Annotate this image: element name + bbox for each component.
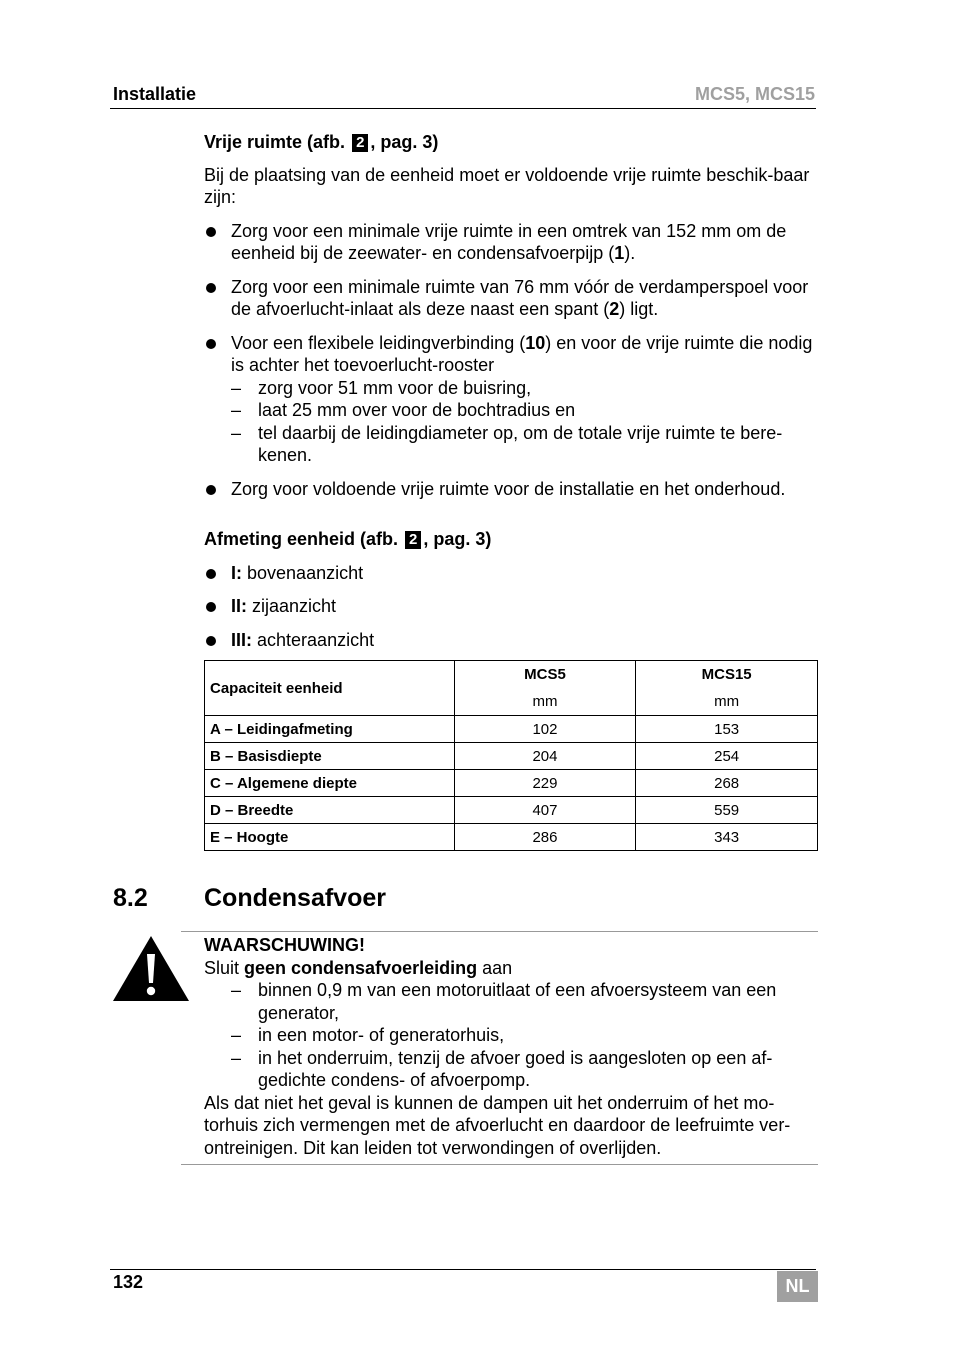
- free-space-list: [204, 220, 818, 501]
- item-text: Zorg voor een minimale vrije ruimte in een omtrek van 152 mm om de eenheid bij de zeewater- en condensafvoerpijp (: [231, 220, 787, 263]
- view-label: II:: [231, 596, 247, 616]
- list-item: [204, 562, 818, 585]
- item-text-post: ) en voor de vrije ruimte die nodig is achter het toevoerlucht-rooster: [231, 332, 813, 375]
- row-label: D – Breedte: [205, 797, 455, 824]
- warning-lead-bold: geen condensafvoerleiding: [244, 957, 478, 978]
- heading-text-post: , pag. 3): [370, 132, 439, 152]
- cell-mcs5: 102: [454, 716, 636, 743]
- row-label: A – Leidingafmeting: [205, 716, 455, 743]
- warning-triangle-icon: [112, 935, 190, 1002]
- cell-mcs5: 229: [454, 770, 636, 797]
- table-row: [205, 743, 818, 770]
- warning-list: [231, 979, 818, 1092]
- unit-dims-block: [204, 528, 818, 651]
- heading-text-post: , pag. 3): [423, 529, 492, 549]
- table-header-label: Capaciteit eenheid: [205, 661, 455, 716]
- sub-list-item: – laat 25 mm over voor de bochtradius en: [231, 399, 818, 422]
- view-list: [204, 562, 818, 652]
- sub-list-item: – zorg voor 51 mm voor de buisring,: [231, 377, 818, 400]
- row-label: E – Hoogte: [205, 824, 455, 851]
- cell-mcs5: 407: [454, 797, 636, 824]
- row-label: B – Basisdiepte: [205, 743, 455, 770]
- column-unit: mm: [454, 688, 636, 716]
- free-space-heading: [204, 131, 818, 154]
- cell-mcs5: 204: [454, 743, 636, 770]
- warning-list-item: – in het onderruim, tenzij de afvoer goed is aangesloten op een af-gedichte condens- of afvoerpomp.: [231, 1047, 818, 1092]
- figure-ref-badge: 2: [405, 531, 421, 549]
- table-row: [205, 770, 818, 797]
- cell-mcs15: 153: [636, 716, 818, 743]
- list-item: Zorg voor voldoende vrije ruimte voor de installatie en het onderhoud.: [204, 478, 818, 501]
- cell-mcs15: 559: [636, 797, 818, 824]
- heading-text: Afmeting eenheid (afb.: [204, 529, 399, 549]
- warning-title: WAARSCHUWING!: [204, 935, 365, 955]
- cell-mcs15: 343: [636, 824, 818, 851]
- heading-text: Vrije ruimte (afb.: [204, 132, 346, 152]
- table-row: [205, 716, 818, 743]
- view-text: bovenaanzicht: [247, 562, 364, 583]
- unit-dims-heading: [204, 528, 818, 551]
- footer-rule: [110, 1269, 816, 1270]
- column-header-mcs5: MCS5: [454, 661, 636, 689]
- warning-top-rule: [181, 931, 818, 932]
- list-item: [204, 276, 818, 321]
- cell-mcs15: 268: [636, 770, 818, 797]
- row-label: C – Algemene diepte: [205, 770, 455, 797]
- free-space-intro: Bij de plaatsing van de eenheid moet er voldoende vrije ruimte beschik-baar zijn:: [204, 164, 810, 207]
- section-title: Condensafvoer: [204, 884, 386, 912]
- figure-ref-badge: 2: [352, 134, 368, 152]
- dimensions-table: [204, 660, 818, 851]
- warning-bottom-rule: [181, 1164, 818, 1165]
- warning-closing: Als dat niet het geval is kunnen de dampen uit het onderruim of het mo-torhuis zich vermengen met de afvoerlucht en daardoor de leefruimte ver-ontreinigen. Dit kan leiden tot verwondingen of overlijden.: [204, 1092, 791, 1158]
- column-unit: mm: [636, 688, 818, 716]
- warning-lead-text: Sluit: [204, 957, 240, 978]
- view-label: I:: [231, 562, 242, 583]
- item-ref: 2: [609, 299, 620, 319]
- item-text-post: ) ligt.: [619, 299, 659, 319]
- item-text: Zorg voor een minimale ruimte van 76 mm vóór de verdamperspoel voor de afvoerlucht-inlaat als deze naast een spant (: [231, 276, 809, 319]
- header-rule: [110, 108, 816, 109]
- warning-list-item: – in een motor- of generatorhuis,: [231, 1024, 818, 1047]
- table-row: [205, 797, 818, 824]
- view-label: III:: [231, 629, 252, 650]
- cell-mcs5: 286: [454, 824, 636, 851]
- item-text: Voor een flexibele leidingverbinding (: [231, 332, 526, 353]
- view-text: achteraanzicht: [257, 629, 375, 650]
- page-number: 132: [113, 1272, 144, 1292]
- list-item: [204, 332, 818, 467]
- warning-block: [204, 934, 818, 1159]
- item-text-post: ).: [624, 243, 636, 263]
- language-tab: NL: [777, 1271, 818, 1302]
- sub-list-item: – tel daarbij de leidingdiameter op, om de totale vrije ruimte te bere-kenen.: [231, 422, 818, 467]
- sub-list: [231, 377, 818, 467]
- column-header-mcs15: MCS15: [636, 661, 818, 689]
- running-header-models: MCS5, MCS15: [694, 84, 815, 104]
- table-row: [205, 824, 818, 851]
- item-ref: 10: [525, 332, 546, 353]
- item-ref: 1: [614, 243, 625, 263]
- free-space-block: [204, 131, 818, 500]
- cell-mcs15: 254: [636, 743, 818, 770]
- warning-list-item: – binnen 0,9 m van een motoruitlaat of een afvoersysteem van een generator,: [231, 979, 818, 1024]
- warning-lead: [204, 957, 818, 980]
- warning-lead-text-post: aan: [482, 957, 513, 978]
- section-number: 8.2: [113, 884, 148, 912]
- view-text: zijaanzicht: [252, 596, 337, 616]
- list-item: [204, 629, 818, 652]
- list-item: [204, 220, 818, 265]
- list-item: [204, 595, 818, 618]
- table-header-row: [205, 661, 818, 689]
- running-header-section: Installatie: [113, 84, 197, 104]
